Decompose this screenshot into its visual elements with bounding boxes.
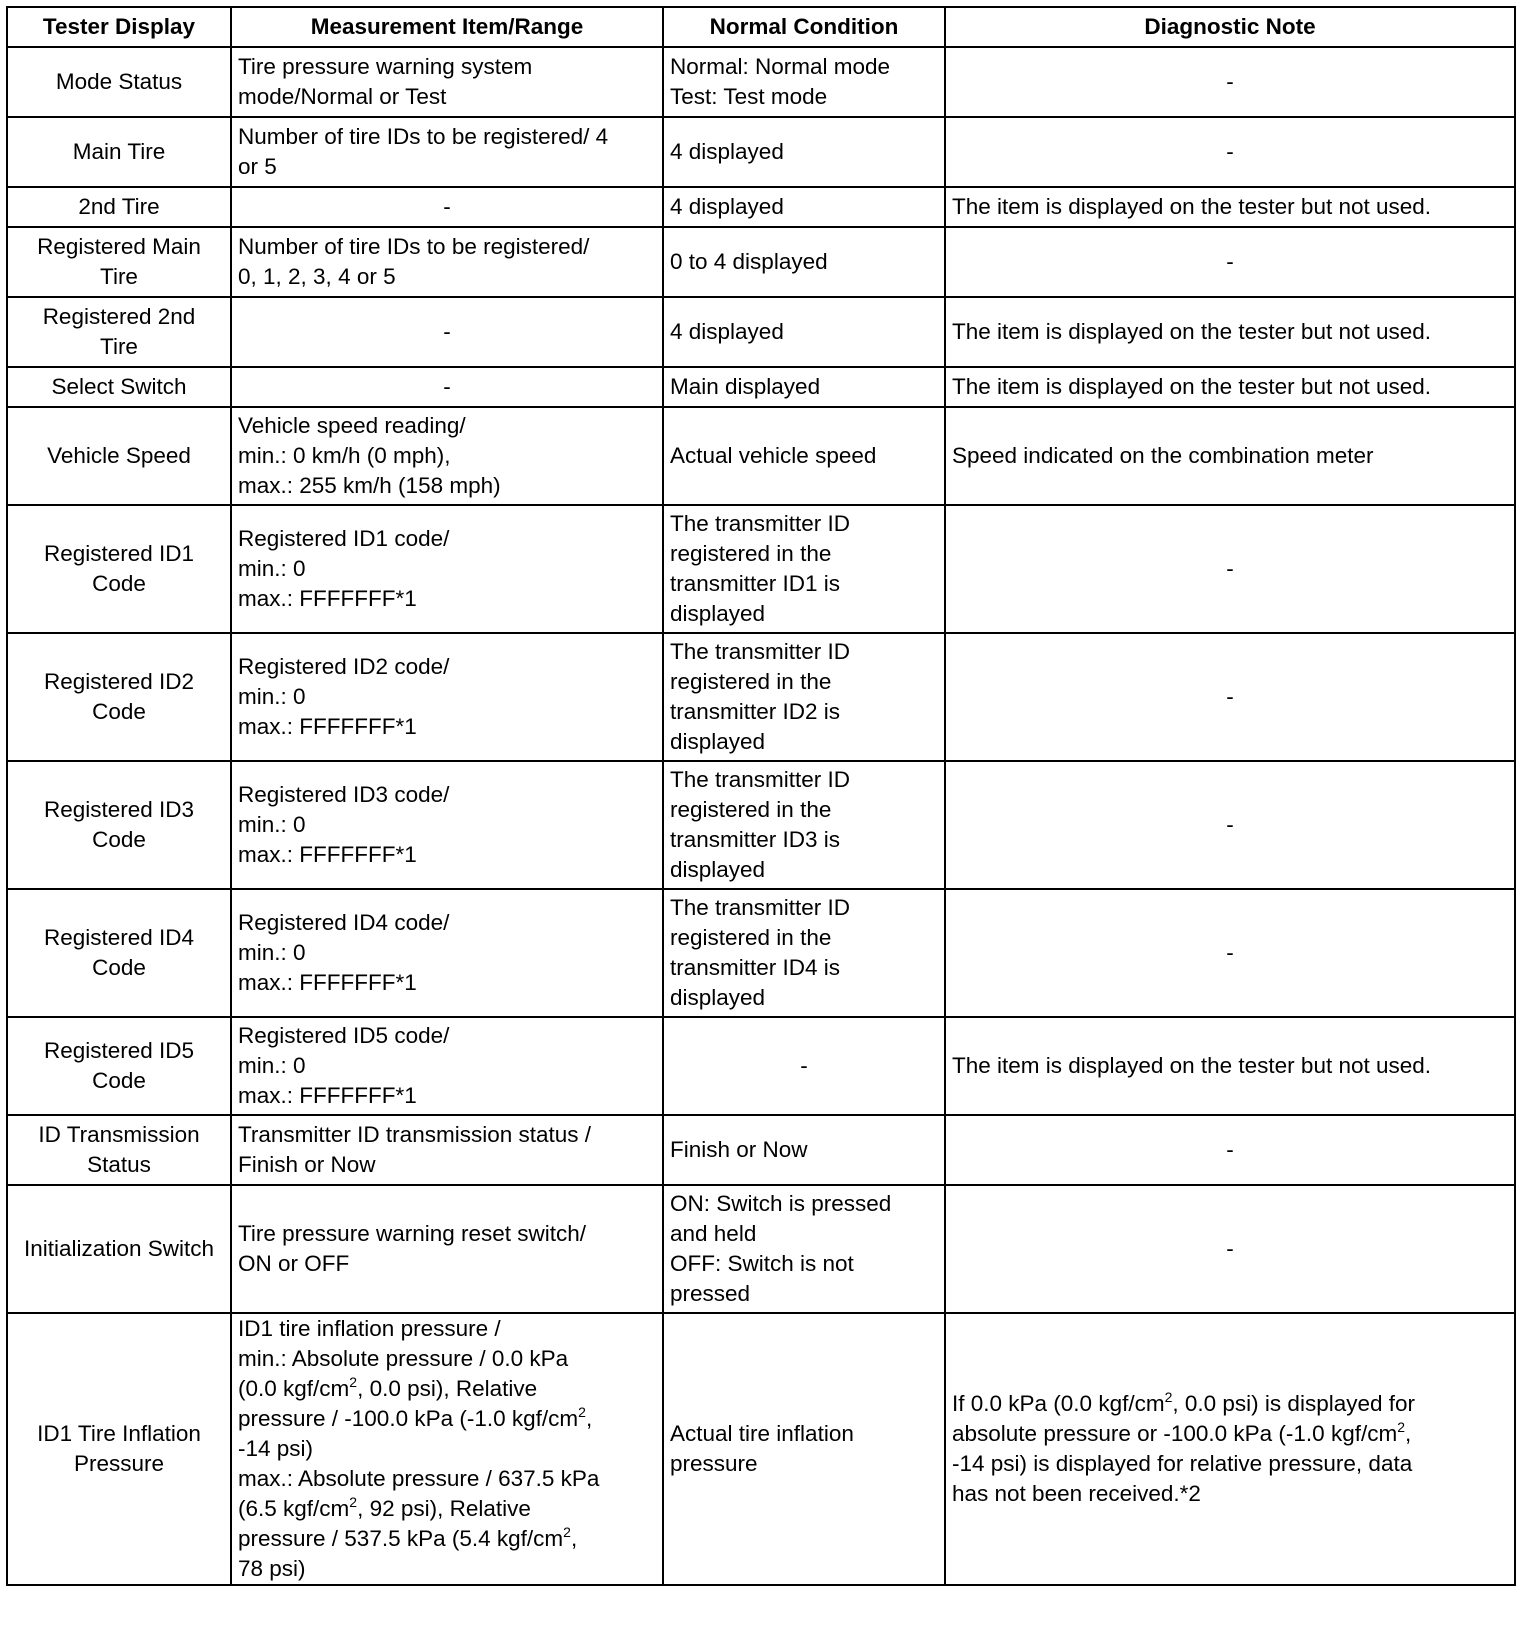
cell-line: [238, 1524, 656, 1554]
superscript: 2: [1397, 1419, 1406, 1435]
cell-line: registered in the: [670, 541, 832, 566]
cell-line: -: [1226, 684, 1234, 709]
cell-line: Tire: [100, 334, 138, 359]
cell-line: max.: FFFFFFF*1: [238, 970, 417, 995]
cell-line: Pressure: [73, 1451, 165, 1476]
table-row: [7, 505, 1515, 633]
cell-line: Initialization Switch: [23, 1236, 215, 1261]
cell-line: Number of tire IDs to be registered/: [238, 234, 590, 259]
superscript: 2: [1164, 1389, 1173, 1405]
cell-line: Code: [92, 955, 146, 980]
cell-line: [952, 1449, 1508, 1479]
table-row: [7, 1017, 1515, 1115]
cell-line: displayed: [670, 729, 766, 754]
cell-tester-display: [7, 227, 231, 297]
cell-line: -: [1226, 139, 1234, 164]
table-row: [7, 1313, 1515, 1585]
cell-measurement-range: [231, 505, 663, 633]
cell-measurement-range: [231, 1313, 663, 1585]
cell-diagnostic-note: [945, 187, 1515, 227]
cell-line: 2nd Tire: [78, 194, 160, 219]
cell-line: registered in the: [670, 797, 832, 822]
cell-line: Mode Status: [55, 69, 183, 94]
cell-normal-condition: [663, 297, 945, 367]
cell-tester-display: [7, 889, 231, 1017]
cell-measurement-range: [231, 47, 663, 117]
cell-line: [238, 1494, 656, 1524]
cell-line: displayed: [670, 857, 766, 882]
cell-line: [238, 1374, 656, 1404]
cell-line: Finish or Now: [670, 1137, 808, 1162]
cell-tester-display: [7, 187, 231, 227]
cell-line: 4 displayed: [670, 139, 784, 164]
text-part: , 92 psi), Relative: [357, 1496, 531, 1521]
cell-line: [952, 1479, 1508, 1509]
table-row: [7, 407, 1515, 505]
cell-diagnostic-note: [945, 1017, 1515, 1115]
cell-line: Registered ID5: [43, 1038, 195, 1063]
cell-normal-condition: [663, 889, 945, 1017]
cell-line: Number of tire IDs to be registered/ 4: [238, 124, 609, 149]
cell-line: min.: 0: [238, 556, 306, 581]
cell-line: min.: 0 km/h (0 mph),: [238, 443, 451, 468]
cell-diagnostic-note: [945, 505, 1515, 633]
cell-line: The item is displayed on the tester but not used.: [952, 194, 1432, 219]
table-row: [7, 1185, 1515, 1313]
cell-line: Vehicle Speed: [47, 443, 191, 468]
cell-tester-display: [7, 1017, 231, 1115]
cell-diagnostic-note: [945, 1185, 1515, 1313]
cell-line: The transmitter ID: [670, 511, 851, 536]
cell-line: Registered ID4: [43, 925, 195, 950]
table-row: [7, 47, 1515, 117]
cell-normal-condition: [663, 1115, 945, 1185]
text-part: -14 psi) is displayed for relative pressure, data: [952, 1451, 1413, 1476]
cell-line: -: [1226, 940, 1234, 965]
superscript: 2: [349, 1494, 358, 1510]
header-tester-display: Tester Display: [7, 7, 231, 47]
cell-line: OFF: Switch is not: [670, 1251, 854, 1276]
cell-line: transmitter ID2 is: [670, 699, 841, 724]
cell-line: Code: [92, 699, 146, 724]
cell-line: [238, 1554, 656, 1584]
cell-diagnostic-note: [945, 1115, 1515, 1185]
cell-tester-display: [7, 367, 231, 407]
cell-tester-display: [7, 1313, 231, 1585]
cell-line: The transmitter ID: [670, 639, 851, 664]
cell-line: -: [1226, 812, 1234, 837]
cell-normal-condition: [663, 117, 945, 187]
cell-line: -: [1226, 249, 1234, 274]
cell-line: Tire pressure warning reset switch/: [238, 1221, 587, 1246]
cell-measurement-range: [231, 227, 663, 297]
cell-line: ID1 Tire Inflation: [37, 1421, 201, 1446]
cell-tester-display: [7, 761, 231, 889]
cell-normal-condition: [663, 1313, 945, 1585]
tester-data-table: [6, 6, 1516, 1586]
cell-line: min.: 0: [238, 940, 306, 965]
cell-line: Tire: [100, 264, 138, 289]
cell-line: Transmitter ID transmission status /: [238, 1122, 592, 1147]
cell-line: Registered ID3: [43, 797, 195, 822]
cell-diagnostic-note: [945, 117, 1515, 187]
cell-measurement-range: [231, 367, 663, 407]
cell-line: -: [800, 1053, 808, 1078]
text-part: -14 psi): [238, 1436, 314, 1461]
cell-line: and held: [670, 1221, 757, 1246]
cell-line: -: [443, 194, 451, 219]
text-part: If 0.0 kPa (0.0 kgf/cm: [952, 1391, 1165, 1416]
cell-line: 0 to 4 displayed: [670, 249, 828, 274]
cell-line: Main displayed: [670, 374, 821, 399]
cell-measurement-range: [231, 1017, 663, 1115]
table-row: [7, 633, 1515, 761]
cell-line: [952, 1389, 1508, 1419]
cell-line: Finish or Now: [238, 1152, 376, 1177]
text-part: absolute pressure or -100.0 kPa (-1.0 kgf/cm: [952, 1421, 1398, 1446]
cell-measurement-range: [231, 187, 663, 227]
cell-line: pressed: [670, 1281, 751, 1306]
cell-line: min.: 0: [238, 684, 306, 709]
cell-tester-display: [7, 297, 231, 367]
cell-diagnostic-note: [945, 367, 1515, 407]
cell-tester-display: [7, 407, 231, 505]
text-part: min.: Absolute pressure / 0.0 kPa: [238, 1346, 569, 1371]
cell-line: registered in the: [670, 925, 832, 950]
cell-line: -: [443, 319, 451, 344]
cell-line: max.: FFFFFFF*1: [238, 842, 417, 867]
cell-line: registered in the: [670, 669, 832, 694]
cell-line: [238, 1404, 656, 1434]
cell-diagnostic-note: [945, 889, 1515, 1017]
cell-tester-display: [7, 505, 231, 633]
superscript: 2: [349, 1374, 358, 1390]
cell-line: Normal: Normal mode: [670, 54, 891, 79]
cell-line: Code: [92, 827, 146, 852]
text-part: pressure / -100.0 kPa (-1.0 kgf/cm: [238, 1406, 579, 1431]
cell-line: The item is displayed on the tester but not used.: [952, 1053, 1432, 1078]
cell-line: The item is displayed on the tester but not used.: [952, 319, 1432, 344]
cell-line: Registered ID2 code/: [238, 654, 450, 679]
cell-measurement-range: [231, 297, 663, 367]
text-part: has not been received.*2: [952, 1481, 1201, 1506]
cell-tester-display: [7, 1115, 231, 1185]
table-row: [7, 297, 1515, 367]
cell-diagnostic-note: [945, 407, 1515, 505]
cell-measurement-range: [231, 1115, 663, 1185]
cell-diagnostic-note: [945, 227, 1515, 297]
cell-line: -: [1226, 1137, 1234, 1162]
cell-line: transmitter ID3 is: [670, 827, 841, 852]
cell-line: Registered ID1: [43, 541, 195, 566]
table-row: [7, 227, 1515, 297]
cell-line: Speed indicated on the combination meter: [952, 443, 1374, 468]
header-normal-condition: Normal Condition: [663, 7, 945, 47]
cell-line: Registered Main: [37, 234, 201, 259]
text-part: ID1 tire inflation pressure /: [238, 1316, 501, 1341]
cell-line: Test: Test mode: [670, 84, 828, 109]
cell-line: 0, 1, 2, 3, 4 or 5: [238, 264, 396, 289]
cell-tester-display: [7, 633, 231, 761]
cell-normal-condition: [663, 761, 945, 889]
cell-diagnostic-note: [945, 633, 1515, 761]
text-part: ,: [1405, 1421, 1412, 1446]
cell-line: 4 displayed: [670, 319, 784, 344]
cell-line: min.: 0: [238, 1053, 306, 1078]
cell-line: Actual vehicle speed: [670, 443, 877, 468]
text-part: 78 psi): [238, 1556, 306, 1581]
cell-line: [952, 1419, 1508, 1449]
cell-tester-display: [7, 47, 231, 117]
cell-line: Registered ID4 code/: [238, 910, 450, 935]
table-row: [7, 1115, 1515, 1185]
table-row: [7, 761, 1515, 889]
text-part: pressure / 537.5 kPa (5.4 kgf/cm: [238, 1526, 564, 1551]
cell-normal-condition: [663, 505, 945, 633]
text-part: max.: Absolute pressure / 637.5 kPa: [238, 1466, 600, 1491]
text-part: (0.0 kgf/cm: [238, 1376, 350, 1401]
cell-line: Registered 2nd: [42, 304, 196, 329]
cell-line: Code: [92, 571, 146, 596]
cell-line: Registered ID3 code/: [238, 782, 450, 807]
text-part: ,: [570, 1526, 578, 1551]
cell-line: -: [443, 374, 451, 399]
cell-diagnostic-note: [945, 297, 1515, 367]
cell-tester-display: [7, 1185, 231, 1313]
table-row: [7, 889, 1515, 1017]
cell-line: [238, 1464, 656, 1494]
cell-measurement-range: [231, 407, 663, 505]
cell-line: Registered ID2: [43, 669, 195, 694]
superscript: 2: [563, 1524, 571, 1540]
text-part: , 0.0 psi) is displayed for: [1172, 1391, 1416, 1416]
cell-line: The transmitter ID: [670, 767, 851, 792]
cell-measurement-range: [231, 633, 663, 761]
superscript: 2: [578, 1404, 586, 1420]
cell-line: transmitter ID4 is: [670, 955, 841, 980]
table-row: [7, 117, 1515, 187]
cell-line: mode/Normal or Test: [238, 84, 447, 109]
cell-measurement-range: [231, 1185, 663, 1313]
text-part: (6.5 kgf/cm: [238, 1496, 350, 1521]
cell-normal-condition: [663, 227, 945, 297]
cell-line: -: [1226, 556, 1234, 581]
header-row: [7, 7, 1515, 47]
text-part: , 0.0 psi), Relative: [357, 1376, 538, 1401]
cell-line: 4 displayed: [670, 194, 784, 219]
cell-line: Registered ID5 code/: [238, 1023, 450, 1048]
cell-line: [238, 1434, 656, 1464]
cell-line: Select Switch: [51, 374, 187, 399]
cell-measurement-range: [231, 117, 663, 187]
cell-line: transmitter ID1 is: [670, 571, 841, 596]
text-part: ,: [585, 1406, 593, 1431]
header-diagnostic-note: Diagnostic Note: [945, 7, 1515, 47]
cell-line: Status: [87, 1152, 151, 1177]
cell-line: Actual tire inflation: [670, 1421, 854, 1446]
cell-line: min.: 0: [238, 812, 306, 837]
cell-line: Registered ID1 code/: [238, 526, 450, 551]
cell-line: max.: 255 km/h (158 mph): [238, 473, 501, 498]
cell-normal-condition: [663, 367, 945, 407]
cell-line: ID Transmission: [38, 1122, 200, 1147]
cell-line: The transmitter ID: [670, 895, 851, 920]
cell-line: Tire pressure warning system: [238, 54, 533, 79]
cell-line: Main Tire: [72, 139, 166, 164]
cell-line: or 5: [238, 154, 277, 179]
cell-measurement-range: [231, 889, 663, 1017]
cell-line: displayed: [670, 985, 766, 1010]
cell-line: [238, 1314, 656, 1344]
cell-tester-display: [7, 117, 231, 187]
cell-line: -: [1226, 1236, 1234, 1261]
cell-normal-condition: [663, 407, 945, 505]
cell-line: pressure: [670, 1451, 758, 1476]
cell-line: [238, 1344, 656, 1374]
cell-normal-condition: [663, 1017, 945, 1115]
cell-line: The item is displayed on the tester but not used.: [952, 374, 1432, 399]
header-measurement-item: Measurement Item/Range: [231, 7, 663, 47]
cell-normal-condition: [663, 633, 945, 761]
cell-line: displayed: [670, 601, 766, 626]
cell-line: ON or OFF: [238, 1251, 350, 1276]
cell-line: Vehicle speed reading/: [238, 413, 466, 438]
cell-line: ON: Switch is pressed: [670, 1191, 892, 1216]
cell-line: Code: [92, 1068, 146, 1093]
cell-line: max.: FFFFFFF*1: [238, 586, 417, 611]
cell-normal-condition: [663, 1185, 945, 1313]
cell-line: max.: FFFFFFF*1: [238, 1083, 417, 1108]
cell-diagnostic-note: [945, 761, 1515, 889]
cell-diagnostic-note: [945, 47, 1515, 117]
cell-normal-condition: [663, 187, 945, 227]
table-row: [7, 187, 1515, 227]
cell-line: max.: FFFFFFF*1: [238, 714, 417, 739]
cell-measurement-range: [231, 761, 663, 889]
cell-line: -: [1226, 69, 1234, 94]
cell-diagnostic-note: [945, 1313, 1515, 1585]
table-row: [7, 367, 1515, 407]
cell-normal-condition: [663, 47, 945, 117]
